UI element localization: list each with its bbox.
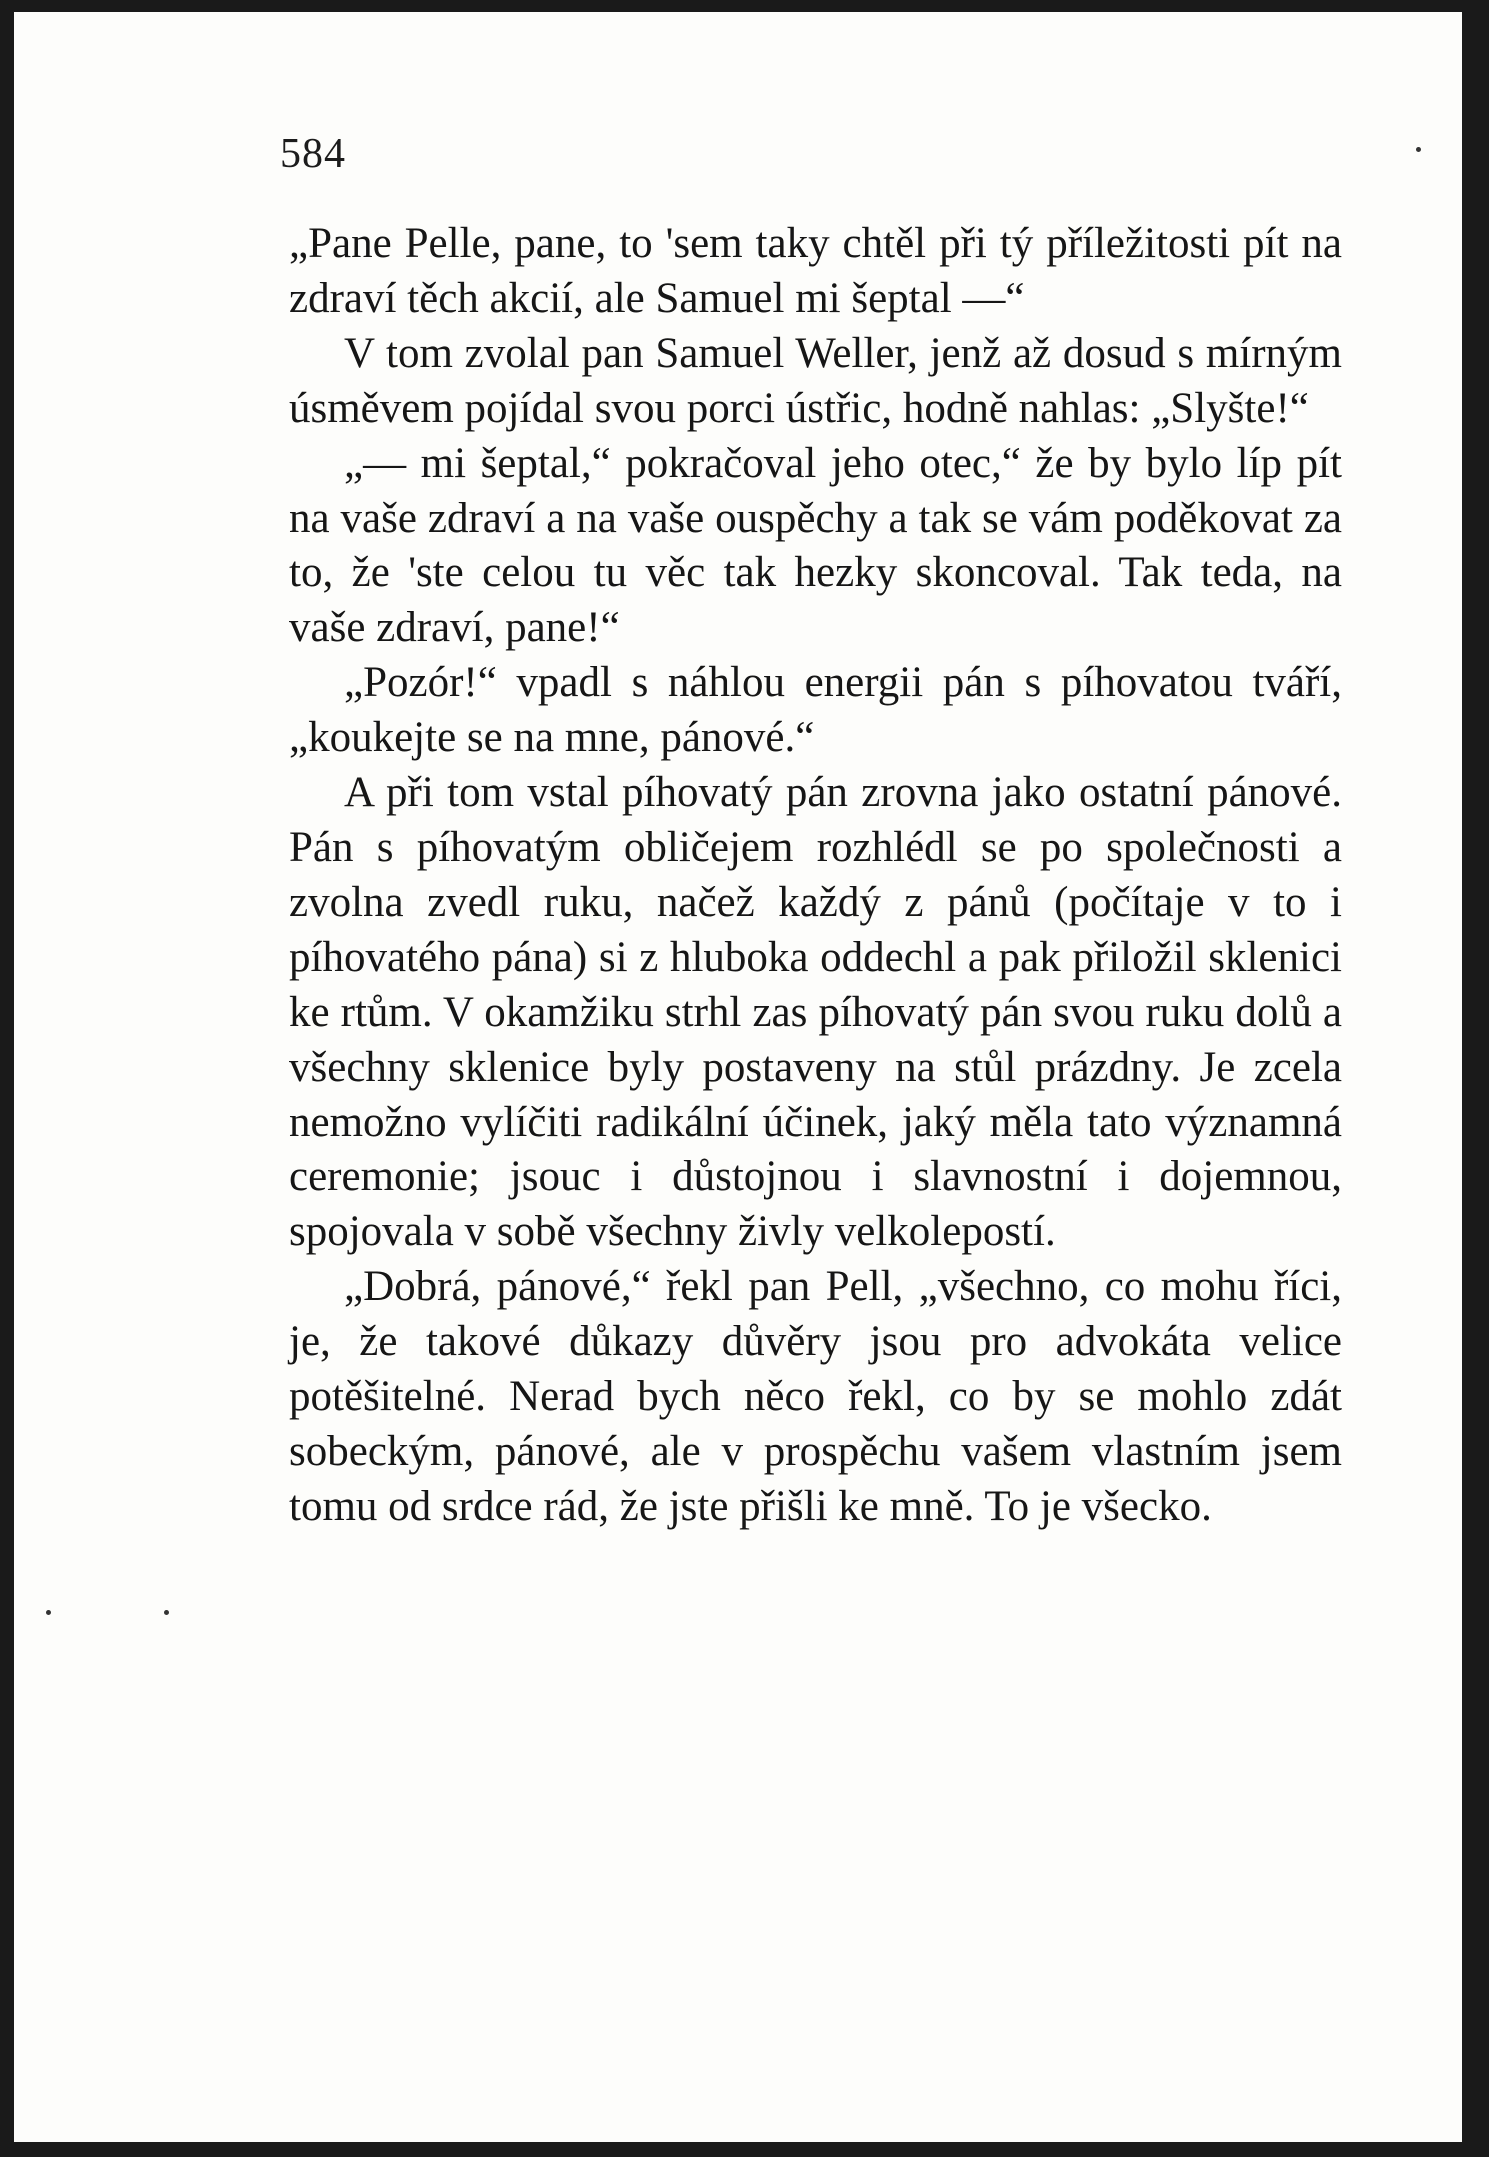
paragraph-6: „Dobrá, pánové,“ řekl pan Pell, „všechno, co mohu říci, je, že takové důkazy důvěry jsou pro advokáta velice potěšitelné. Nerad bych něco řekl, co by se mohlo zdát sobeckým, pánové, ale v prospěchu vašem vlastním jsem tomu od srdce rád, že jste přišli ke mně. To je všecko. (289, 1263, 1342, 1530)
page-number: 584 (280, 131, 346, 177)
paragraph-5: A při tom vstal píhovatý pán zrovna jako ostatní pánové. Pán s píhovatým obličejem rozhlédl se po společnosti a zvolna zvedl ruku, načež každý z pánů (počítaje v to i píhovatého pána) si z hluboka oddechl a pak přiložil sklenici ke rtům. V okamžiku strhl zas píhovatý pán svou ruku dolů a všechny sklenice byly postaveny na stůl prázdny. Je zcela nemožno vylíčiti radikální účinek, jaký měla tato významná ceremonie; jsouc i důstojnou i slavnostní i dojemnou, spojovala v sobě všechny živly velkolepostí. (289, 769, 1342, 1256)
ink-speck (1416, 147, 1421, 152)
paragraph-1: „Pane Pelle, pane, to 'sem taky chtěl při tý příležitosti pít na zdraví těch akcií, ale Samuel mi šeptal —“ (289, 220, 1342, 322)
paragraph-3: „— mi šeptal,“ pokračoval jeho otec,“ že by bylo líp pít na vaše zdraví a na vaše ouspěchy a tak se vám poděkovat za to, že 'ste celou tu věc tak hezky skoncoval. Tak teda, na vaše zdraví, pane!“ (289, 439, 1342, 652)
body-text (289, 217, 1342, 1535)
ink-speck (164, 1610, 169, 1615)
paragraph-4: „Pozór!“ vpadl s náhlou energii pán s píhovatou tváří, „koukejte se na mne, pánové.“ (289, 659, 1342, 762)
ink-speck (46, 1610, 51, 1615)
paragraph-2: V tom zvolal pan Samuel Weller, jenž až dosud s mírným úsměvem pojídal svou porci ústřic, hodně nahlas: „Slyšte!“ (289, 329, 1342, 432)
book-page (14, 12, 1462, 2142)
